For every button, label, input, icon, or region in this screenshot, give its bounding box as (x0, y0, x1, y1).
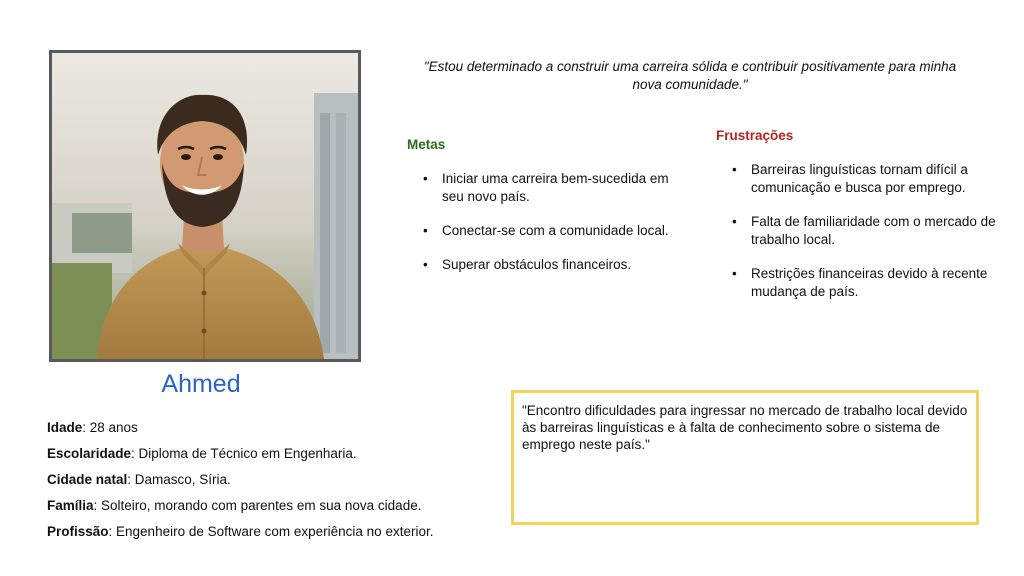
list-item (732, 213, 1006, 249)
metas-heading: Metas (407, 137, 446, 152)
detail-escolaridade (47, 441, 487, 467)
list-item (423, 256, 692, 274)
detail-value: : 28 anos (82, 420, 138, 435)
list-item (732, 161, 1006, 197)
persona-quote-box: "Encontro dificuldades para ingressar no mercado de trabalho local devido às barreiras linguísticas e à falta de conhecimento sobre o sistema de emprego neste país." (511, 390, 979, 525)
list-item (423, 222, 692, 240)
person-portrait-photo-icon (52, 53, 358, 359)
detail-label: Cidade natal (47, 472, 128, 487)
frustracoes-list (732, 161, 1006, 317)
detail-label: Idade (47, 420, 83, 435)
bullet-icon: • (423, 223, 428, 238)
list-item (732, 265, 1006, 301)
persona-name: Ahmed (161, 370, 241, 398)
detail-value: : Diploma de Técnico em Engenharia. (131, 446, 357, 461)
bullet-icon: • (423, 257, 428, 272)
detail-value: : Solteiro, morando com parentes em sua nova cidade. (93, 498, 422, 513)
persona-quote-top: "Estou determinado a construir uma carreira sólida e contribuir positivamente para minha nova comunidade." (423, 59, 957, 92)
detail-profissao (47, 519, 487, 545)
detail-cidade-natal (47, 467, 487, 493)
detail-label: Escolaridade (47, 446, 132, 461)
list-item (423, 170, 692, 206)
list-item-text: Iniciar uma carreira bem-sucedida em seu novo país. (442, 171, 669, 204)
persona-details (47, 415, 487, 545)
bullet-icon: • (732, 214, 737, 229)
bullet-icon: • (423, 171, 428, 186)
list-item-text: Conectar-se com a comunidade local. (442, 223, 669, 238)
list-item-text: Restrições financeiras devido à recente mudança de país. (751, 266, 988, 299)
list-item-text: Superar obstáculos financeiros. (442, 257, 632, 272)
metas-list (423, 170, 692, 290)
list-item-text: Falta de familiaridade com o mercado de trabalho local. (751, 214, 996, 247)
bullet-icon: • (732, 162, 737, 177)
detail-idade (47, 415, 487, 441)
bullet-icon: • (732, 266, 737, 281)
detail-familia (47, 493, 487, 519)
list-item-text: Barreiras linguísticas tornam difícil a comunicação e busca por emprego. (751, 162, 968, 195)
detail-value: : Damasco, Síria. (127, 472, 231, 487)
persona-photo (49, 50, 361, 362)
detail-value: : Engenheiro de Software com experiência no exterior. (108, 524, 434, 539)
frustracoes-heading: Frustrações (716, 128, 794, 143)
detail-label: Família (47, 498, 94, 513)
detail-label: Profissão (47, 524, 109, 539)
